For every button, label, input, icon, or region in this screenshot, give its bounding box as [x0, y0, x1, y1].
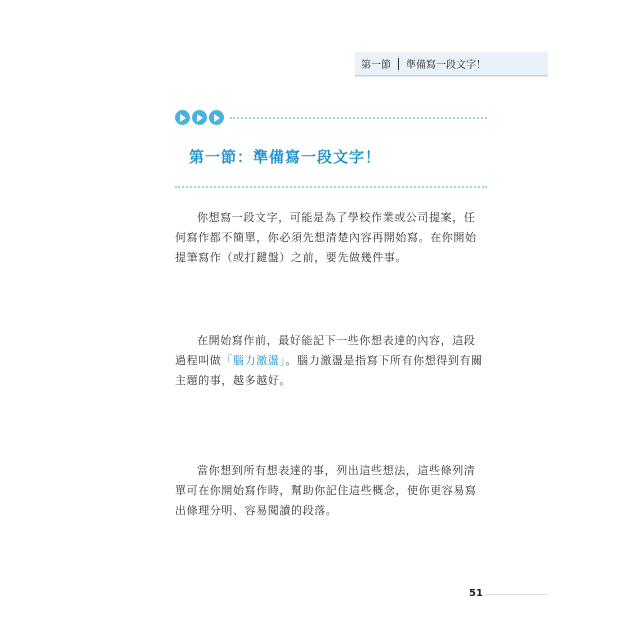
paragraph-brainstorm-text-after: 。腦力激盪是指寫下所有你想得到有關主題的事，越多越好。 — [175, 354, 483, 387]
play-icons — [175, 110, 224, 125]
running-header — [355, 52, 548, 76]
section-heading-block — [175, 110, 487, 196]
footer-rule — [486, 594, 548, 595]
section-title: 第一節：準備寫一段文字！ — [189, 148, 382, 166]
page-number: 51 — [469, 588, 483, 599]
paragraph-intro: 你想寫一段文字，可能是為了學校作業或公司提案，任何寫作都不簡單，你必須先想清楚內容再開始寫。在你開始提筆寫作（或打鍵盤）之前，要先做幾件事。 — [175, 211, 477, 264]
highlight-term: 「腦力激盪」 — [221, 354, 286, 367]
dotted-divider-top — [230, 117, 487, 119]
play-circle-icon — [209, 110, 224, 125]
running-header-divider — [398, 58, 399, 70]
dotted-divider-bottom — [175, 186, 487, 188]
paragraph-brainstorm — [175, 331, 485, 391]
play-circle-icon — [192, 110, 207, 125]
paragraph-brainstorm-text: 在開始寫作前，最好能記下一些你想表達的內容，這段過程叫做 — [175, 334, 476, 367]
play-circle-icon — [175, 110, 190, 125]
running-header-section: 第一節 — [361, 60, 391, 71]
running-header-title: 準備寫一段文字！ — [406, 60, 486, 71]
paragraph-list: 當你想到所有想表達的事，列出這些想法，這些條列清單可在你開始寫作時，幫助你記住這些概念，使你更容易寫出條理分明、容易閱讀的段落。 — [175, 464, 477, 517]
header-rule — [355, 76, 548, 77]
